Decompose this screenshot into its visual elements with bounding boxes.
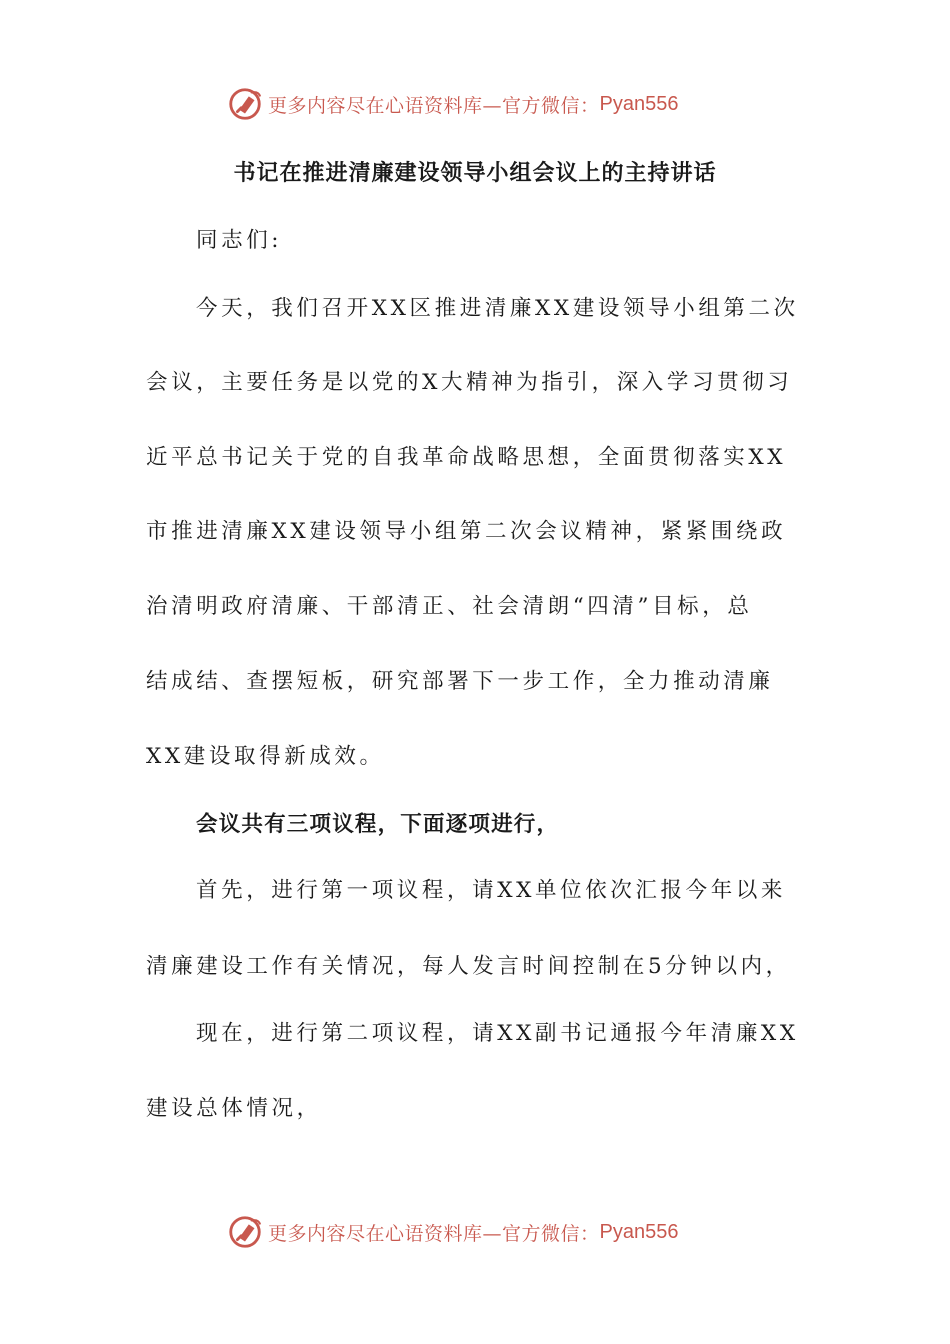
paragraph-2-line: 清廉建设工作有关情况，每人发言时间控制在5分钟以内，: [146, 954, 791, 979]
pen-nib-logo-icon: [226, 85, 264, 123]
paragraph-1-line: 会议，主要任务是以党的X大精神为指引，深入学习贯彻习: [146, 370, 793, 395]
paragraph-2-line: 首先，进行第一项议程，请XX单位依次汇报今年以来: [196, 878, 787, 903]
agenda-heading: 会议共有三项议程，下面逐项进行，: [196, 812, 560, 837]
watermark-text: 更多内容尽在心语资料库—官方微信：: [268, 1222, 600, 1245]
watermark-wechat-id: Pyan556: [599, 1220, 679, 1243]
document-title: 书记在推进清廉建设领导小组会议上的主持讲话: [233, 161, 717, 186]
salutation: 同志们:: [196, 228, 283, 253]
paragraph-1-line: 近平总书记关于党的自我革命战略思想，全面贯彻落实XX: [146, 445, 787, 470]
header-watermark: [226, 84, 678, 124]
paragraph-3-line: 现在，进行第二项议程，请XX副书记通报今年清廉XX: [196, 1021, 799, 1046]
watermark-text: 更多内容尽在心语资料库—官方微信：: [268, 94, 600, 117]
footer-watermark: [226, 1212, 678, 1252]
paragraph-3-line: 建设总体情况，: [146, 1096, 322, 1121]
paragraph-1-line: XX建设取得新成效。: [146, 744, 385, 769]
pen-nib-logo-icon: [226, 1213, 264, 1251]
paragraph-1-line: 治清明政府清廉、干部清正、社会清朗“四清”目标，总: [146, 594, 753, 619]
watermark-wechat-id: Pyan556: [599, 92, 679, 115]
paragraph-1-line: 市推进清廉XX建设领导小组第二次会议精神，紧紧围绕政: [146, 519, 787, 544]
paragraph-1-line: 今天，我们召开XX区推进清廉XX建设领导小组第二次: [196, 296, 799, 321]
paragraph-1-line: 结成结、查摆短板，研究部署下一步工作，全力推动清廉: [146, 669, 774, 694]
